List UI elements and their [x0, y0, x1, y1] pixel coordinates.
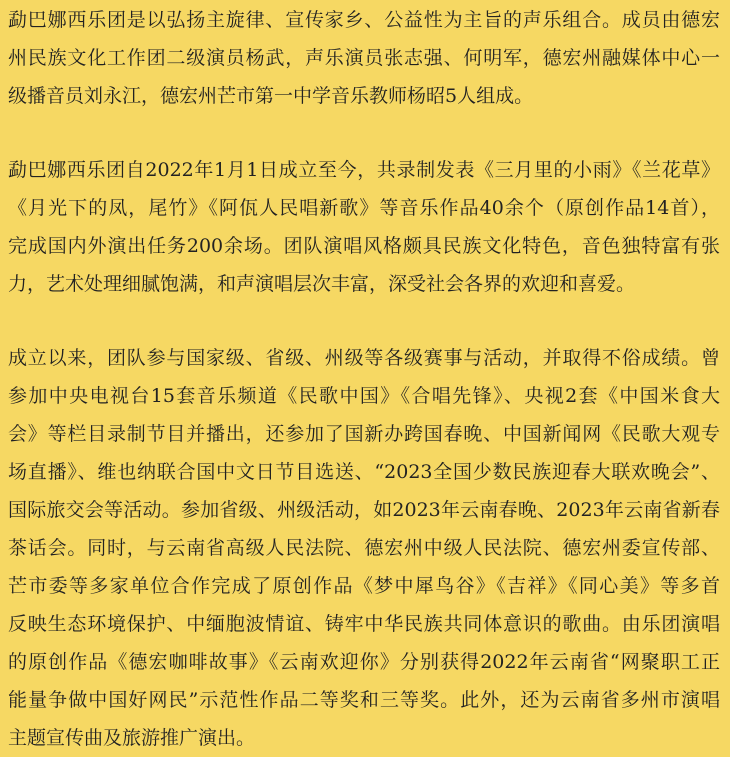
paragraph-works [8, 151, 720, 303]
text-line: 芒市委等多家单位合作完成了原创作品《梦中犀鸟谷》《吉祥》《同心美》等多首 [8, 575, 720, 597]
text-line: 力，艺术处理细腻饱满，和声演唱层次丰富，深受社会各界的欢迎和喜爱。 [8, 273, 636, 295]
text-line: 国际旅交会等活动。参加省级、州级活动，如2023年云南春晚、2023年云南省新春 [8, 499, 720, 521]
text-line: 勐巴娜西乐团自2022年1月1日成立至今，共录制发表《三月里的小雨》《兰花草》 [8, 159, 720, 181]
text-line: 反映生态环境保护、中缅胞波情谊、铸牢中华民族共同体意识的歌曲。由乐团演唱 [8, 613, 720, 635]
text-line: 能量争做中国好网民”示范性作品二等奖和三等奖。此外，还为云南省多州市演唱 [8, 689, 720, 711]
paragraph-achievements [8, 339, 720, 757]
text-line: 会》等栏目录制节目并播出，还参加了国新办跨国春晚、中国新闻网《民歌大观专 [8, 423, 720, 445]
text-line: 的原创作品《德宏咖啡故事》《云南欢迎你》分别获得2022年云南省“网聚职工正 [8, 651, 720, 673]
text-line: 级播音员刘永江，德宏州芒市第一中学音乐教师杨昭5人组成。 [8, 85, 534, 107]
paragraph-gap [8, 115, 720, 151]
paragraph-gap [8, 303, 720, 339]
text-line: 主题宣传曲及旅游推广演出。 [8, 727, 256, 749]
text-line: 完成国内外演出任务200余场。团队演唱风格颇具民族文化特色，音色独特富有张 [8, 235, 720, 257]
text-line: 《月光下的凤，尾竹》《阿佤人民唱新歌》等音乐作品40余个（原创作品14首）， [8, 197, 720, 219]
text-line: 勐巴娜西乐团是以弘扬主旋律、宣传家乡、公益性为主旨的声乐组合。成员由德宏 [8, 9, 720, 31]
paragraph-intro [8, 1, 720, 115]
text-line: 参加中央电视台15套音乐频道《民歌中国》《合唱先锋》、央视2套《中国米食大 [8, 385, 720, 407]
text-line: 州民族文化工作团二级演员杨武，声乐演员张志强、何明军，德宏州融媒体中心一 [8, 47, 720, 69]
text-line: 茶话会。同时，与云南省高级人民法院、德宏州中级人民法院、德宏州委宣传部、 [8, 537, 720, 559]
text-line: 成立以来，团队参与国家级、省级、州级等各级赛事与活动，并取得不俗成绩。曾 [8, 347, 720, 369]
text-line: 场直播》、维也纳联合国中文日节目选送、“2023全国少数民族迎春大联欢晚会”、 [8, 461, 720, 483]
